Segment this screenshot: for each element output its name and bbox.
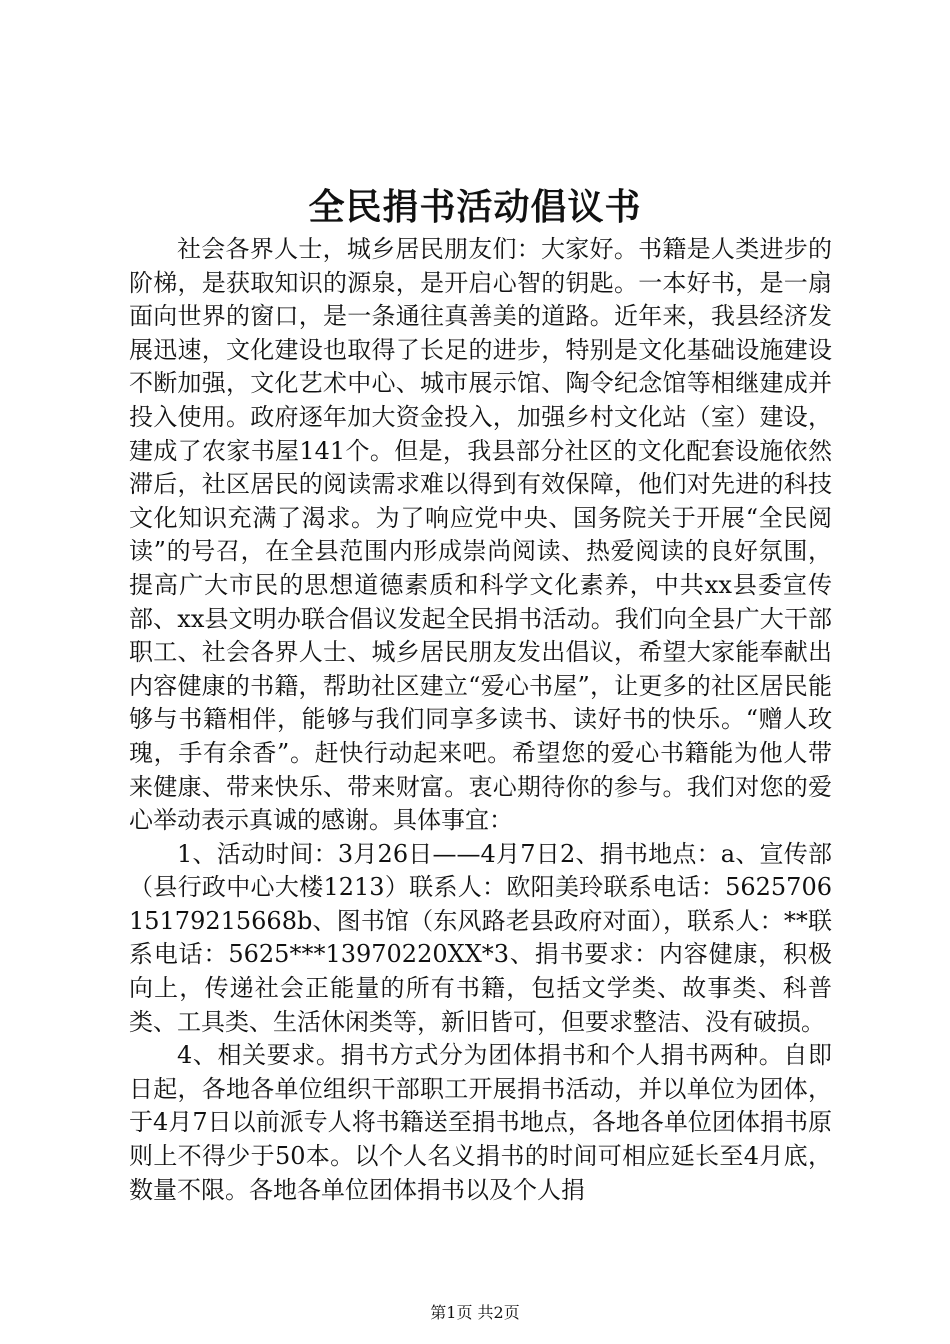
paragraph-intro: 社会各界人士，城乡居民朋友们：大家好。书籍是人类进步的阶梯，是获取知识的源泉，是开启心智的钥匙。一本好书，是一扇面向世界的窗口，是一条通往真善美的道路。近年来，我县经济发展迅速，文化建设也取得了长足的进步，特别是文化基础设施建设不断加强，文化艺术中心、城市展示馆、陶令纪念馆等相继建成并投入使用。政府逐年加大资金投入，加强乡村文化站（室）建设，建成了农家书屋141个。但是，我县部分社区的文化配套设施依然滞后，社区居民的阅读需求难以得到有效保障，他们对先进的科技文化知识充满了渴求。为了响应党中央、国务院关于开展“全民阅读”的号召，在全县范围内形成崇尚阅读、热爱阅读的良好氛围，提高广大市民的思想道德素质和科学文化素养，中共xx县委宣传部、xx县文明办联合倡议发起全民捐书活动。我们向全县广大干部职工、社会各界人士、城乡居民朋友发出倡议，希望大家能奉献出内容健康的书籍，帮助社区建立“爱心书屋”，让更多的社区居民能够与书籍相伴，能够与我们同享多读书、读好书的快乐。“赠人玫瑰，手有余香”。赶快行动起来吧。希望您的爱心书籍能为他人带来健康、带来快乐、带来财富。衷心期待你的参与。我们对您的爱心举动表示真诚的感谢。具体事宜： xyxy=(129,235,832,835)
paragraph-details: 1、活动时间：3月26日——4月7日2、捐书地点：a、宣传部（县行政中心大楼1213）联系人：欧阳美玲联系电话：562570615179215668b、图书馆（东风路老县政府对面），联系人：**联系电话：5625***13970220XX*3、捐书要求：内容健康，积极向上，传递社会正能量的所有书籍，包括文学类、故事类、科普类、工具类、生活休闲类等，新旧皆可，但要求整洁、没有破损。 xyxy=(129,839,832,1036)
page-footer: 第1页 共2页 xyxy=(430,1303,520,1322)
paragraph-requirements: 4、相关要求。捐书方式分为团体捐书和个人捐书两种。自即日起，各地各单位组织干部职工开展捐书活动，并以单位为团体，于4月7日以前派专人将书籍送至捐书地点，各地各单位团体捐书原则上不得少于50本。以个人名义捐书的时间可相应延长至4月底，数量不限。各地各单位团体捐书以及个人捐 xyxy=(129,1041,832,1204)
page-title: 全民捐书活动倡议书 xyxy=(308,187,642,228)
document-body xyxy=(129,233,832,1207)
